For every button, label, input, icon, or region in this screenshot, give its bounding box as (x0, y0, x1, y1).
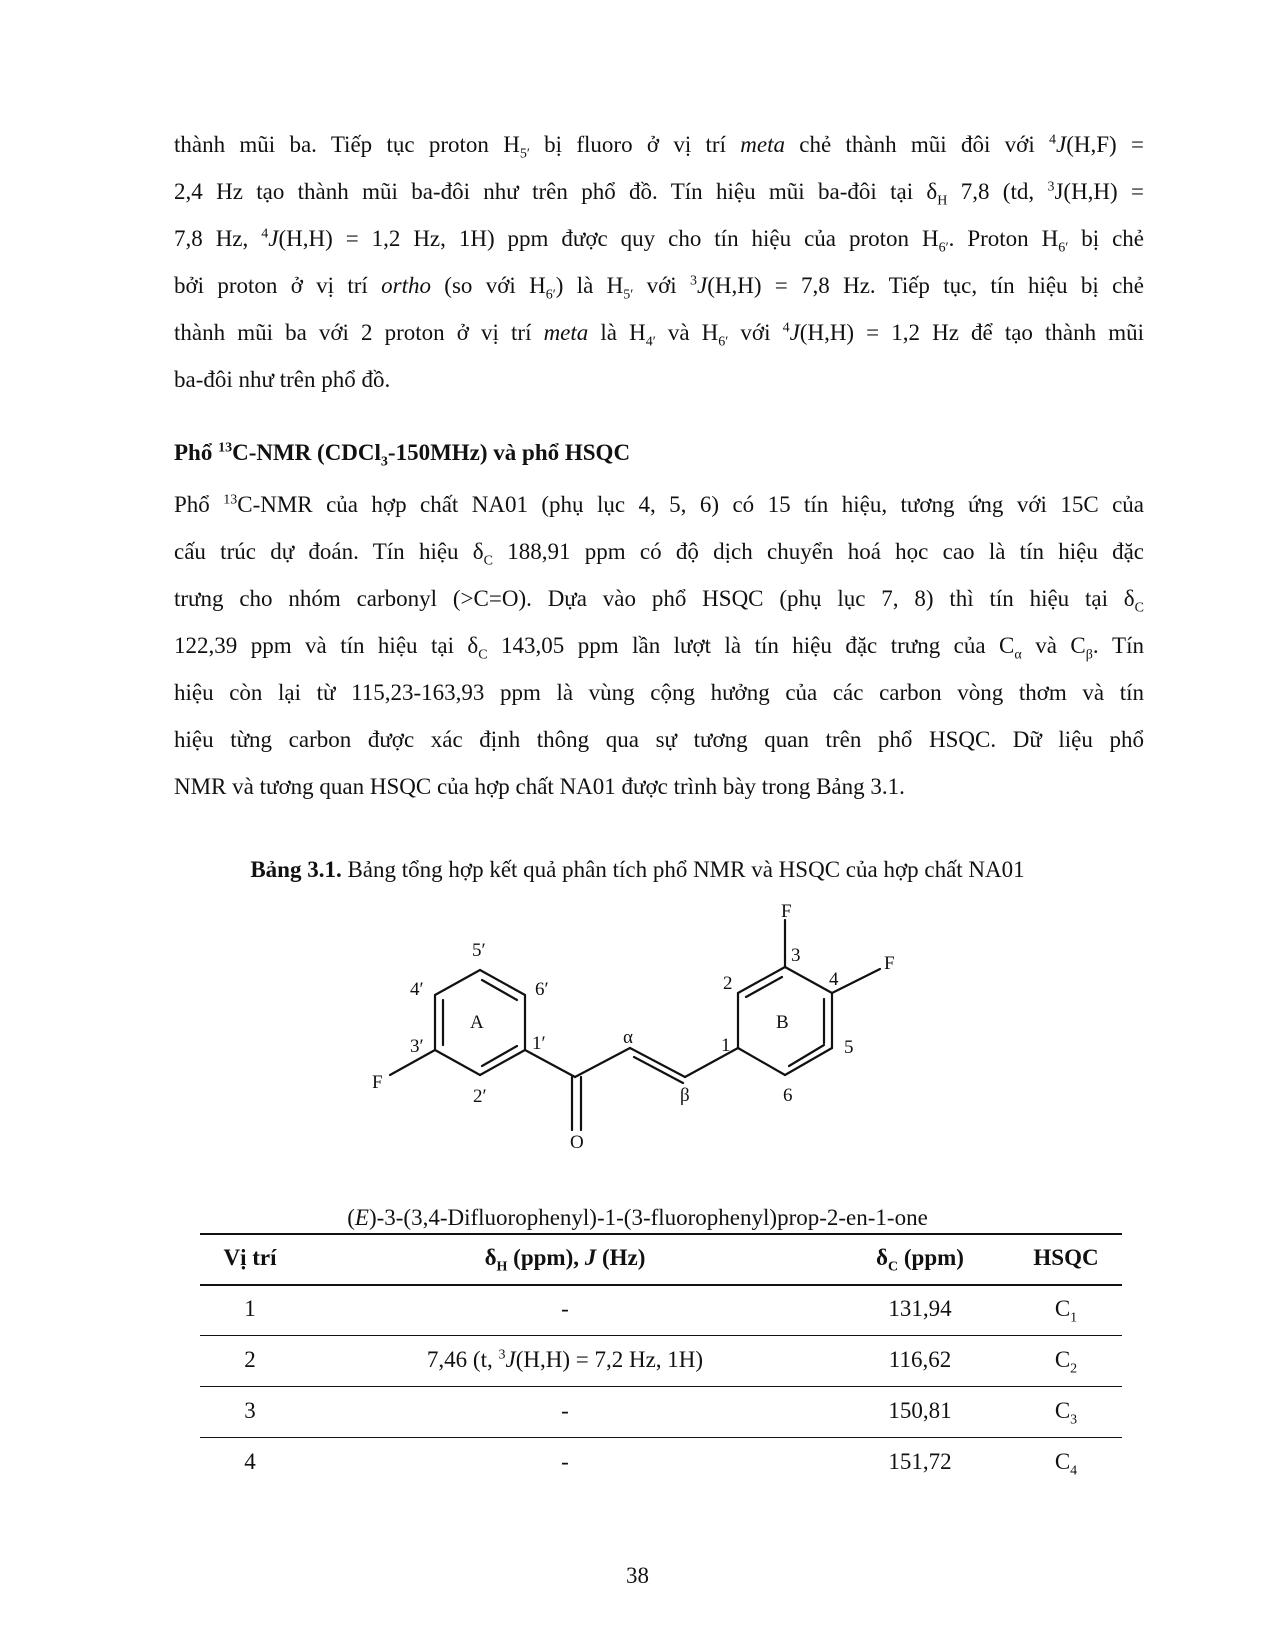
label-1prime: 1′ (532, 1033, 546, 1054)
label-ring-B: B (776, 1012, 789, 1033)
label-3prime: 3′ (410, 1036, 424, 1057)
label-O: O (570, 1132, 584, 1153)
para2-line4: 122,39 ppm và tín hiệu tại $\delta_C$ 143,05 ppm lần lượt là tín hiệu đặc trưng của $C_\alpha$ và $C_\beta$. Tín (174, 633, 1144, 663)
header-dH: $\delta_H$ (ppm), J (Hz) (484, 1245, 646, 1275)
compound-name: (E)-3-(3,4-Difluorophenyl)-1-(3-fluorophenyl)prop-2-en-1-one (347, 1205, 928, 1230)
label-5: 5 (844, 1037, 854, 1058)
section-heading: Phổ $^{13}$C-NMR (CDCl$_3$-150MHz) và phổ HSQC (174, 440, 631, 470)
structure-labels (372, 901, 895, 1153)
para2-line6: hiệu từng carbon được xác định thông qua sự tương quan trên phổ HSQC. Dữ liệu phổ (174, 727, 1144, 752)
row-rule-1 (200, 1335, 1122, 1336)
label-1: 1 (721, 1035, 731, 1056)
row-rule-2 (200, 1386, 1122, 1387)
para1-line5: thành mũi ba với 2 proton ở vị trí meta là $H_{4'}$ và $H_{6'}$ với $^4$J(H,H) = 1,2 Hz để tạo thành mũi (174, 320, 1144, 350)
para1-line1: thành mũi ba. Tiếp tục proton $H_{5'}$ bị fluoro ở vị trí meta chẻ thành mũi đôi với $^4$J(H,F) = (174, 132, 1144, 162)
para1-line6: ba-đôi như trên phổ đồ. (174, 367, 391, 392)
para2-line1: Phổ $^{13}$C-NMR của hợp chất NA01 (phụ lục 4, 5, 6) có 15 tín hiệu, tương ứng với 15C của (174, 492, 1145, 517)
para1-line2: 2,4 Hz tạo thành mũi ba-đôi như trên phổ đồ. Tín hiệu mũi ba-đôi tại $\delta_H$ 7,8 (td, $^3$J(H,H) = (174, 179, 1144, 209)
label-F4: F (884, 953, 895, 974)
row-rule-3 (200, 1437, 1122, 1438)
chemical-structure (372, 901, 940, 1205)
para2-line5: hiệu còn lại từ 115,23-163,93 ppm là vùng cộng hưởng của các carbon vòng thơm và tín (174, 680, 1144, 705)
table-caption: Bảng 3.1. Bảng tổng hợp kết quả phân tích phổ NMR và HSQC của hợp chất NA01 (250, 857, 1025, 882)
label-4prime: 4′ (410, 979, 424, 1000)
para1-line3: 7,8 Hz, $^4$J(H,H) = 1,2 Hz, 1H) ppm được quy cho tín hiệu của proton $H_{6'}$. Proton $H_{6'}$ bị chẻ (174, 226, 1145, 256)
header-position: Vị trí (223, 1245, 277, 1270)
label-3: 3 (791, 945, 801, 966)
label-5prime: 5′ (472, 940, 486, 961)
label-ring-A: A (470, 1012, 484, 1033)
label-alpha: α (623, 1027, 633, 1048)
label-4: 4 (829, 969, 839, 990)
header-hsqc: HSQC (1033, 1245, 1099, 1270)
label-F-ringA: F (372, 1072, 383, 1093)
label-F3: F (781, 901, 792, 922)
label-2prime: 2′ (473, 1086, 487, 1107)
structure-bonds (390, 920, 880, 1130)
label-beta: β (680, 1085, 690, 1106)
para2-line2: cấu trúc dự đoán. Tín hiệu $\delta_C$ 188,91 ppm có độ dịch chuyển hoá học cao là tín hiệu đặc (174, 539, 1144, 569)
para1-line4: bởi proton ở vị trí ortho (so với $H_{6'}$) là $H_{5'}$ với $^3$J(H,H) = 7,8 Hz. Tiếp tục, tín hiệu bị chẻ (174, 273, 1144, 303)
label-2: 2 (723, 973, 733, 994)
table-top-rule (200, 1233, 1122, 1235)
label-6: 6 (783, 1085, 793, 1106)
table-header-rule (200, 1284, 1122, 1286)
header-dC: $\delta_C$ (ppm) (876, 1245, 964, 1275)
para2-line3: trưng cho nhóm carbonyl (>C=O). Dựa vào phổ HSQC (phụ lục 7, 8) thì tín hiệu tại $\delta_C$ (174, 586, 1144, 616)
page-number: 38 (626, 1563, 649, 1588)
para2-line7: NMR và tương quan HSQC của hợp chất NA01 được trình bày trong Bảng 3.1. (174, 774, 905, 799)
label-6prime: 6′ (535, 979, 549, 1000)
